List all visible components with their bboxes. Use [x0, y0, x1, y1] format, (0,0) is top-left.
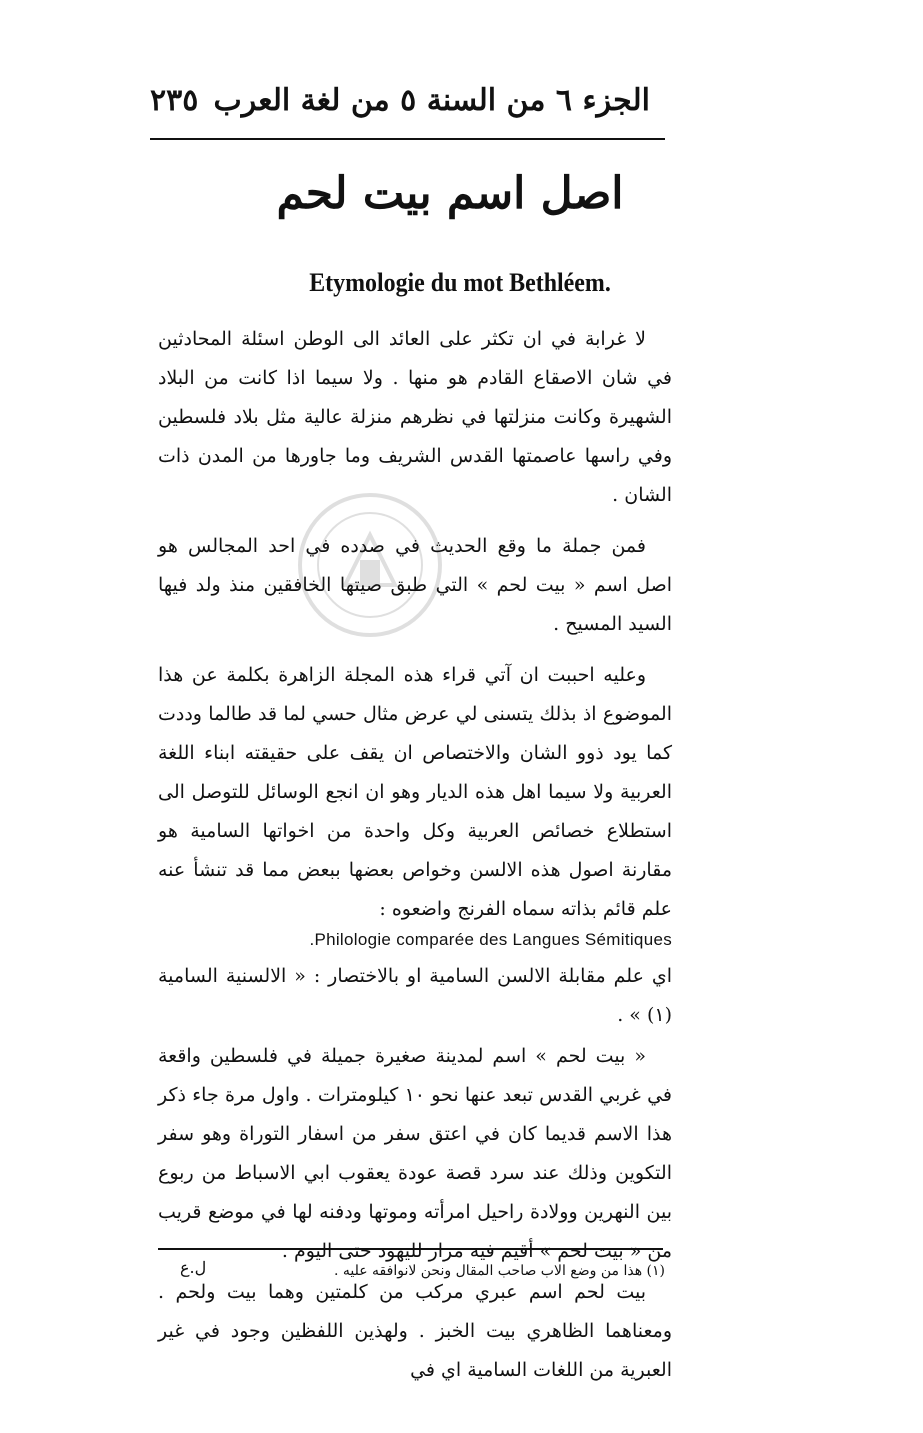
paragraph-4: اي علم مقابلة الالسن السامية او بالاختصار : « الالسنية السامية (١) » .	[158, 965, 672, 1026]
article-title-arabic: اصل اسم بيت لحم	[276, 168, 624, 219]
running-title: الجزء ٦ من السنة ٥ من لغة العرب	[213, 82, 650, 118]
article-title-french: Etymologie du mot Bethléem.	[309, 268, 611, 297]
article-body	[158, 320, 672, 1402]
running-head	[150, 78, 650, 122]
editor-signature: ل.ع	[180, 1258, 207, 1277]
footnote-rule	[158, 1248, 663, 1250]
paragraph-1: لا غرابة في ان تكثر على العائد الى الوطن اسئلة المحادثين في شان الاصقاع القادم هو منها . ولا سيما اذا كانت من البلاد الشهيرة وكانت منزلتها في نظرهم منزلة عالية مثل بلاد فلسطين وفي راسها عاصمتها القدس الشريف وما جاورها من المدن ذات الشان .	[158, 328, 672, 506]
paragraph-2: فمن جملة ما وقع الحديث في صدده في احد المجالس هو اصل اسم « بيت لحم » التي طبق صيتها الخافقين منذ ولد فيها السيد المسيح .	[158, 535, 672, 635]
latin-term: .Philologie comparée des Langues Sémitiques	[309, 930, 672, 949]
paragraph-5: « بيت لحم » اسم لمدينة صغيرة جميلة في فلسطين واقعة في غربي القدس تبعد عنها نحو ١٠ كيلومترات . واول مرة جاء ذكر هذا الاسم قديما كان في اعتق سفر من اسفار التوراة وهو سفر التكوين وذلك عند سرد قصة عودة يعقوب ابي الاسباط من ربوع بين النهرين وولادة راحيل امرأته وموتها ودفنه لها في موضع قريب من « بيت لحم » أقيم فيه مزار لليهود حتى اليوم .	[158, 1045, 672, 1262]
page-number: ٢٣٥	[150, 82, 199, 118]
paragraph-6: بيت لحم اسم عبري مركب من كلمتين وهما بيت ولحم . ومعناهما الظاهري بيت الخبز . ولهذين اللفظين وجود في غير العبرية من اللغات السامية اي في	[158, 1281, 672, 1381]
header-rule	[150, 138, 665, 140]
footnote: (١) هذا من وضع الاب صاحب المقال ونحن لانوافقه عليه .	[333, 1263, 665, 1279]
paragraph-3: وعليه احببت ان آتي قراء هذه المجلة الزاهرة بكلمة عن هذا الموضوع اذ بذلك يتسنى لي عرض مثال حسي لما قد طالما وددت كما يود ذوو الشان والاختصاص ان يقف على حقيقته ابناء اللغة العربية ولا سيما اهل هذه الديار وهو ان انجع الوسائل للتوصل الى استطلاع خصائص العربية وكل واحدة من اخواتها السامية هو مقارنة اصول هذه الالسن وخواص بعضها ببعض مما قد تنشأ عنه علم قائم بذاته سماه الفرنج واضعوه :	[158, 664, 672, 920]
